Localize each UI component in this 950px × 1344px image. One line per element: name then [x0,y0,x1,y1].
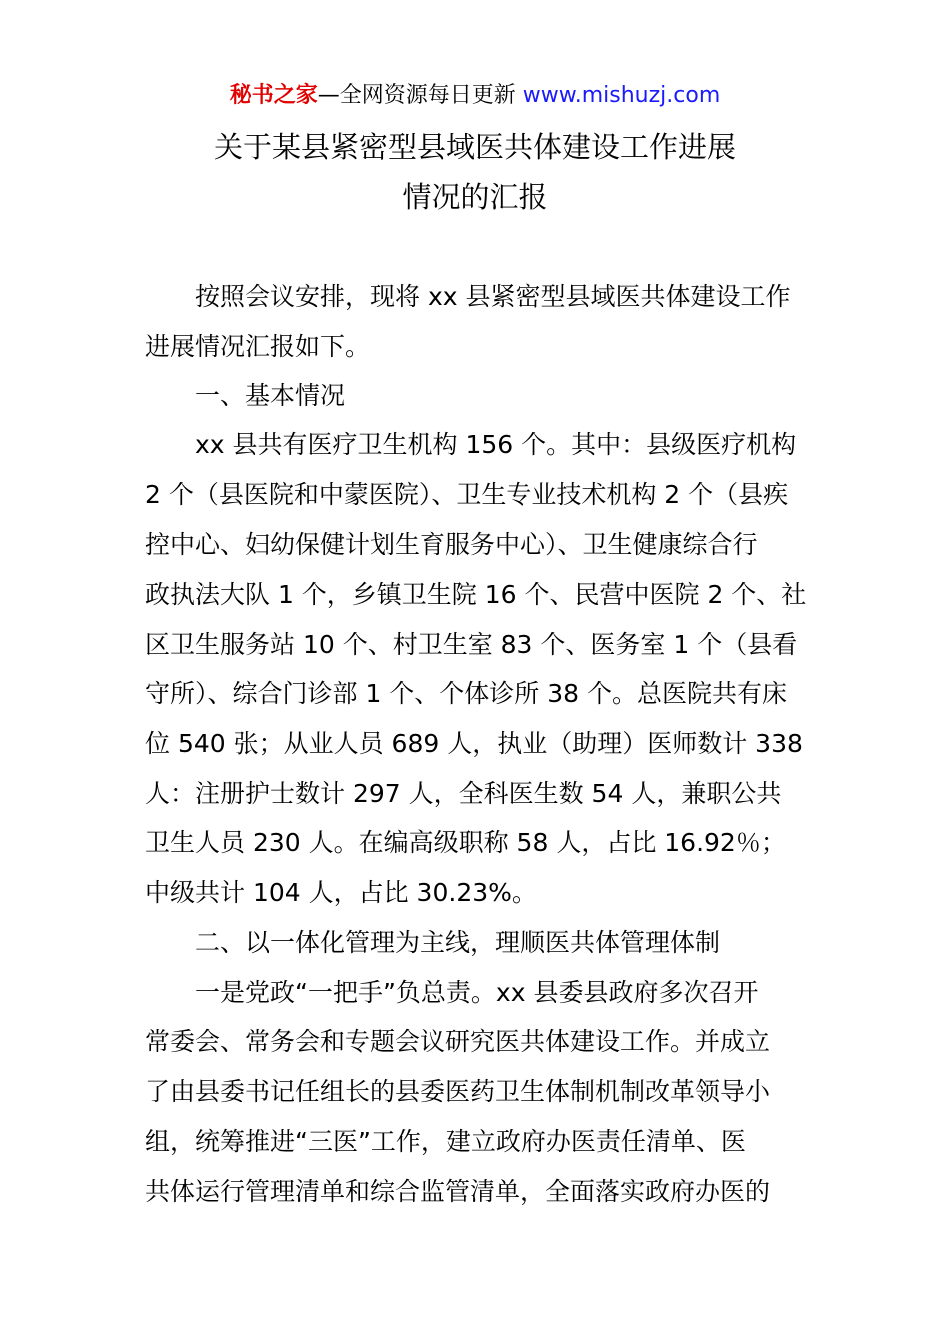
section-heading: 一、基本情况 [145,381,346,410]
site-header [0,80,950,112]
body-line: xx 县共有医疗卫生机构 156 个。其中：县级医疗机构 [145,430,797,459]
site-brand: 秘书之家 [229,83,318,108]
body-line: 政执法大队 1 个，乡镇卫生院 16 个、民营中医院 2 个、社 [145,580,807,609]
body-line: 2 个（县医院和中蒙医院）、卫生专业技术机构 2 个（县疾 [145,480,789,509]
site-dash: — [317,83,340,108]
body-line: 位 540 张；从业人员 689 人，执业（助理）医师数计 338 [145,729,803,758]
body-line: 卫生人员 230 人。在编高级职称 58 人，占比 16.92％； [145,828,786,857]
document-title-line-1: 关于某县紧密型县域医共体建设工作进展 [213,130,736,164]
body-line: 一是党政“一把手”负总责。xx 县委县政府多次召开 [145,978,759,1007]
section-heading: 二、以一体化管理为主线，理顺医共体管理体制 [145,928,721,957]
body-line: 区卫生服务站 10 个、村卫生室 83 个、医务室 1 个（县看 [145,630,798,659]
site-tagline: 全网资源每日更新 [339,83,516,108]
body-line: 共体运行管理清单和综合监管清单，全面落实政府办医的 [145,1177,771,1206]
body-line: 中级共计 104 人，占比 30.23%。 [145,878,537,907]
body-line: 了由县委书记任组长的县委医药卫生体制机制改革领导小 [145,1077,771,1106]
body-line: 组，统筹推进“三医”工作，建立政府办医责任清单、医 [145,1127,746,1156]
body-line: 常委会、常务会和专题会议研究医共体建设工作。并成立 [145,1027,771,1056]
body-line: 进展情况汇报如下。 [145,332,371,361]
site-url-link[interactable]: www.mishuzj.com [522,83,721,108]
body-line: 按照会议安排，现将 xx 县紧密型县域医共体建设工作 [145,282,791,311]
body-line: 控中心、妇幼保健计划生育服务中心）、卫生健康综合行 [145,530,758,559]
body-line: 守所）、综合门诊部 1 个、个体诊所 38 个。总医院共有床 [145,679,788,708]
document-title-line-2: 情况的汇报 [402,180,548,214]
body-line: 人：注册护士数计 297 人，全科医生数 54 人，兼职公共 [145,779,782,808]
